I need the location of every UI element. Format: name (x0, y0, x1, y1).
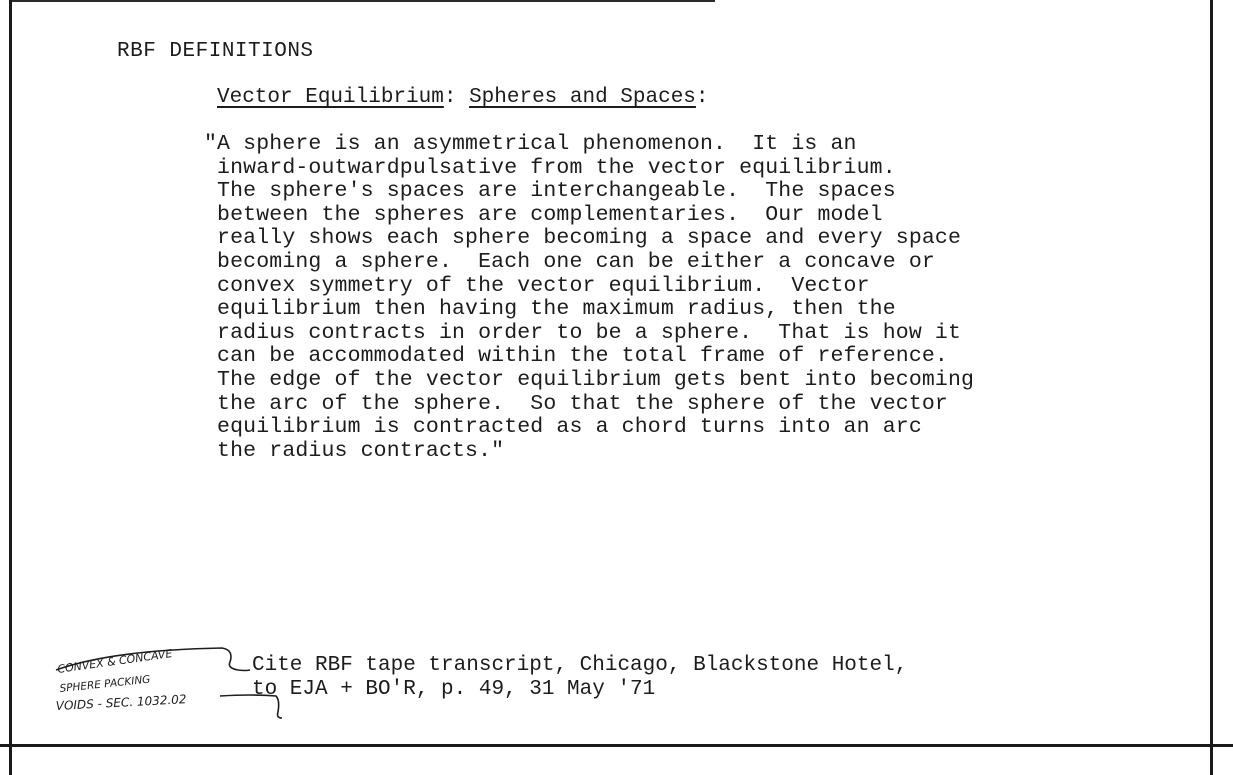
citation-line: Cite RBF tape transcript, Chicago, Blackstone Hotel, (252, 654, 908, 677)
subheading-term: Vector Equilibrium (217, 86, 444, 109)
card-border-left (9, 0, 12, 775)
quote-line: The sphere's spaces are interchangeable. The spaces (204, 179, 896, 204)
card-border-bottom (10, 744, 1213, 747)
quote-line: really shows each sphere becoming a space and every space (204, 226, 962, 251)
subheading-topic: Spheres and Spaces (469, 86, 696, 109)
quote-line: radius contracts in order to be a sphere. That is how it (204, 320, 962, 345)
handwritten-note-line: CONVEX & CONCAVE (56, 646, 174, 676)
handwritten-note (52, 640, 292, 720)
card-border-bottom-right-ext (1212, 744, 1233, 747)
quote-line: inward-outwardpulsative from the vector equilibrium. (204, 155, 896, 180)
quote-line: the radius contracts." (204, 438, 505, 463)
subheading-separator: : (443, 86, 457, 109)
quote-line: convex symmetry of the vector equilibrium. Vector (204, 273, 870, 298)
quote-line: "A sphere is an asymmetrical phenomenon. It is an (204, 132, 857, 156)
quote-line: the arc of the sphere. So that the sphere of the vector (204, 391, 948, 416)
citation-line: to EJA + BO'R, p. 49, 31 May '71 (252, 678, 656, 701)
handwritten-note-line: SPHERE PACKING (59, 673, 151, 695)
card-border-top (10, 0, 715, 2)
subheading-suffix: : (695, 86, 709, 109)
citation-block (252, 654, 907, 702)
card-border-right (1210, 0, 1213, 775)
quote-line: The edge of the vector equilibrium gets bent into becoming (204, 367, 975, 392)
handwritten-note-line: VOIDS - SEC. 1032.02 (55, 692, 187, 713)
quote-line: becoming a sphere. Each one can be either a concave or (204, 249, 935, 274)
quote-line: equilibrium is contracted as a chord turns into an arc (204, 415, 922, 440)
quote-line: equilibrium then having the maximum radius, then the (204, 297, 896, 322)
quote-line: can be accommodated within the total frame of reference. (204, 344, 948, 369)
note-bracket-bottom (220, 695, 282, 718)
definition-subheading (217, 86, 709, 109)
page-title: RBF DEFINITIONS (117, 40, 314, 63)
quote-block (204, 133, 974, 463)
quote-line: between the spheres are complementaries. Our model (204, 202, 883, 227)
card-border-bottom-left-ext (0, 744, 10, 747)
